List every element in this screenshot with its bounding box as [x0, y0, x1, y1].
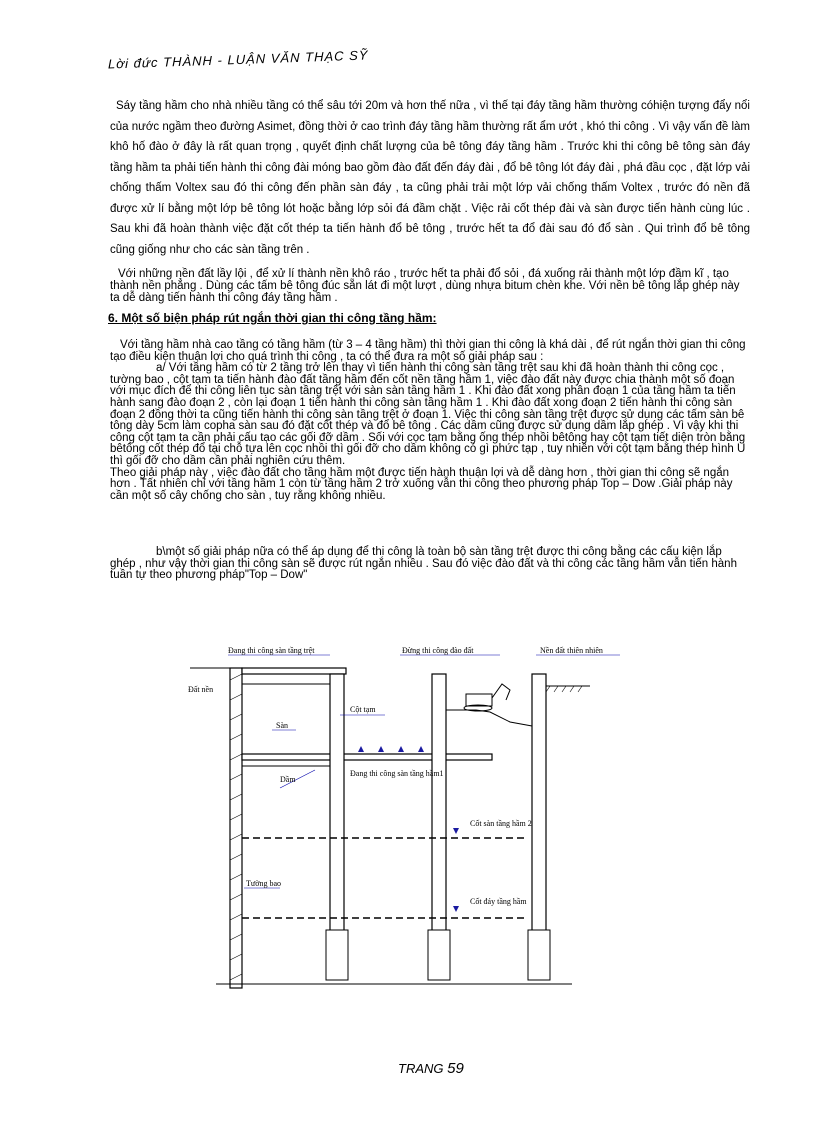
page-label: TRANG [398, 1061, 444, 1076]
label-dang-san-ham1: Đang thi công sàn tầng hầm1 [350, 769, 444, 778]
excavator-icon [464, 684, 510, 711]
excavation-ground [446, 710, 532, 726]
section-heading: 6. Một số biện pháp rút ngắn thời gian thi công tầng hầm: [108, 311, 437, 325]
label-nen-dat: Nền đất thiên nhiên [540, 646, 603, 655]
pile-1 [326, 930, 348, 980]
page-footer [398, 1060, 464, 1077]
paragraph-solution-b-wrap [110, 547, 750, 582]
basement1-slab [242, 754, 492, 760]
label-san: Sàn [276, 721, 288, 730]
label-dat-nen: Đất nền [188, 685, 214, 694]
paragraph-muddy-ground: Với những nền đất lầy lội , để xử lí thành nền khô ráo , trước hết ta phải đổ sỏi , đá xuống rải thành một lớp đầm kĩ , tạo thành nền phẳng . Dùng các tấm bê tông đúc sẵn lát đi một lượt , dùng nhựa bitum chèn khe. Với nền bê tông lắp ghép này ta dễ dàng tiến hành thi công đáy tầng hầm . [110, 268, 740, 304]
label-cot-san-ham2: Cốt sàn tầng hầm 2 [470, 819, 532, 828]
label-dam: Dầm [280, 775, 296, 784]
ground-hatch-right [546, 686, 582, 692]
pile-3 [528, 930, 550, 980]
paragraph-solution-b: b\một số giải pháp nữa có thể áp dụng để thi công là toàn bộ sàn tầng trệt được thi công bằng các cấu kiện lắp ghép , như vậy thời gian thi công sàn sẽ được rút ngắn nhiều . Sau đó việc đào đất và thi công các tầng hầm vẫn tiến hành tuần tự theo phương pháp"Top – Dow" [110, 546, 737, 582]
page-number: 59 [447, 1060, 464, 1077]
paragraph-basement-floor: Sáy tầng hầm cho nhà nhiều tầng có thể sâu tới 20m và hơn thế nữa , vì thế tại đáy tầng hầm thường cóhiện tượng đẩy nổi của nước ngầm theo đường Asimet, đồng thời ở cao trình đáy tầng hầm thường rất ẩm ướt , khó thi công . Vì vậy vấn đề làm khô hố đào ở đây là rất quan trọng , quyết định chất lượng của bê tông đáy tầng hầm . Trước khi thi công bê tông sàn đáy tầng hầm ta phải tiến hành thi công đài móng bao gồm đào đất đến đáy đài , đổ bê tông lót đáy đài , phá đầu cọc , đặt lớp vải chống thấm Voltex sau đó thi công đến phần sàn đáy , ta cũng phải trải một lớp vải chống thấm Voltex , trước đó nền đã được xử lí bằng một lớp bê tông lót hoặc bằng lớp sỏi đá đầm chặt . Việc rải cốt thép đài và sàn được tiến hành cùng lúc . Sau khi đã hoàn thành việc đặt cốt thép ta tiến hành đổ bê tông , trước hết ta đổ đài sau đó đổ sàn . Qui trình đổ bê tông cũng giống như cho các sàn tầng trên . [110, 100, 750, 256]
construction-diagram [180, 640, 640, 1000]
retaining-wall [230, 668, 242, 988]
paragraph-intro: Với tầng hầm nhà cao tầng có tầng hầm (từ 3 – 4 tầng hầm) thì thời gian thi công là khá dài , để rút ngắn thời gian thi công tạo điều kiện thuận lợi cho quá trình thi công , ta có thể đưa ra một số giải pháp sau : [110, 339, 746, 363]
diagram-svg [180, 640, 640, 1000]
concrete-marks [358, 746, 444, 752]
temp-column-1 [330, 674, 344, 942]
label-cot-day-ham: Cốt đáy tầng hầm [470, 897, 527, 906]
level-markers [453, 828, 459, 912]
temp-column-2 [432, 674, 446, 942]
label-cot-tam: Cột tạm [350, 705, 376, 714]
temp-column-3 [532, 674, 546, 942]
label-dung-thi-cong: Đừng thi công đào đất [402, 646, 474, 655]
paragraph-solution-a-note: Theo giải pháp này , việc đào đất cho tầng hầm một được tiến hành thuận lợi và dễ dàng hơn , thời gian thi công sẽ ngắn hơn . Tất nhiên chỉ với tầng hầm 1 còn từ tầng hầm 2 trở xuống vẫn thi công theo phương pháp Top – Dow .Giải pháp này cần một số cây chống cho sàn , tuy rằng không nhiều. [110, 466, 733, 502]
paragraph-solution-a: a/ Với tầng hầm có từ 2 tầng trở lên thay vì tiến hành thi công sàn tầng trệt sau khi đã hoàn thành thi công cọc , tường bao , cột tạm ta tiến hành đào đất tầng hầm đến cốt nền tầng hầm 1, việc đào đất này được chia thành một số đoạn với mục đích để thi công liên tục sàn tầng trệt với sàn sàn tầng hầm 1 . Khi đào đất xong phân đoạn 1 của tầng hầm ta tiến hành sang đào đoạn 2 , còn lại đoạn 1 tiến hành thi công sàn tầng hầm 1 . Khi đào đất xong đoạn 2 tiến hành thi công sàn đoạn 2 đồng thời ta cũng tiến hành thi công sàn tầng trệt ở đoạn 1. Việc thi công sàn tầng trệt được sử dụng các tấm sàn bê tông dày 5cm làm copha sàn sau đó đặt cốt thép và đổ bê tông . Các dầm cũng được sử dụng dầm lắp ghép . Vì vậy khi thi công cột tạm ta cần phải cấu tạo các gối đỡ dầm . Sối với cọc tạm bằng ống thép nhồi bêtông hay cột tạm tiết diện tròn bằng bêtông cốt thép đổ tại chỗ tựa lên cọc nhồi thì gối đỡ cho dầm không có gì phức tạp , tuy nhiên với cột tạm bằng thép hình U thì gối đỡ cho dầm cần phải nghiên cứu thêm. [110, 362, 746, 467]
pile-2 [428, 930, 450, 980]
label-tuong-bao: Tường bao [246, 879, 282, 888]
paragraph-shorten-time [110, 340, 750, 502]
page-header: Lời đức THÀNH - LUẬN VĂN THẠC SỸ [108, 47, 369, 72]
ground-floor-slab [242, 668, 346, 674]
label-top-left: Đang thi công sàn tầng trệt [228, 646, 315, 655]
